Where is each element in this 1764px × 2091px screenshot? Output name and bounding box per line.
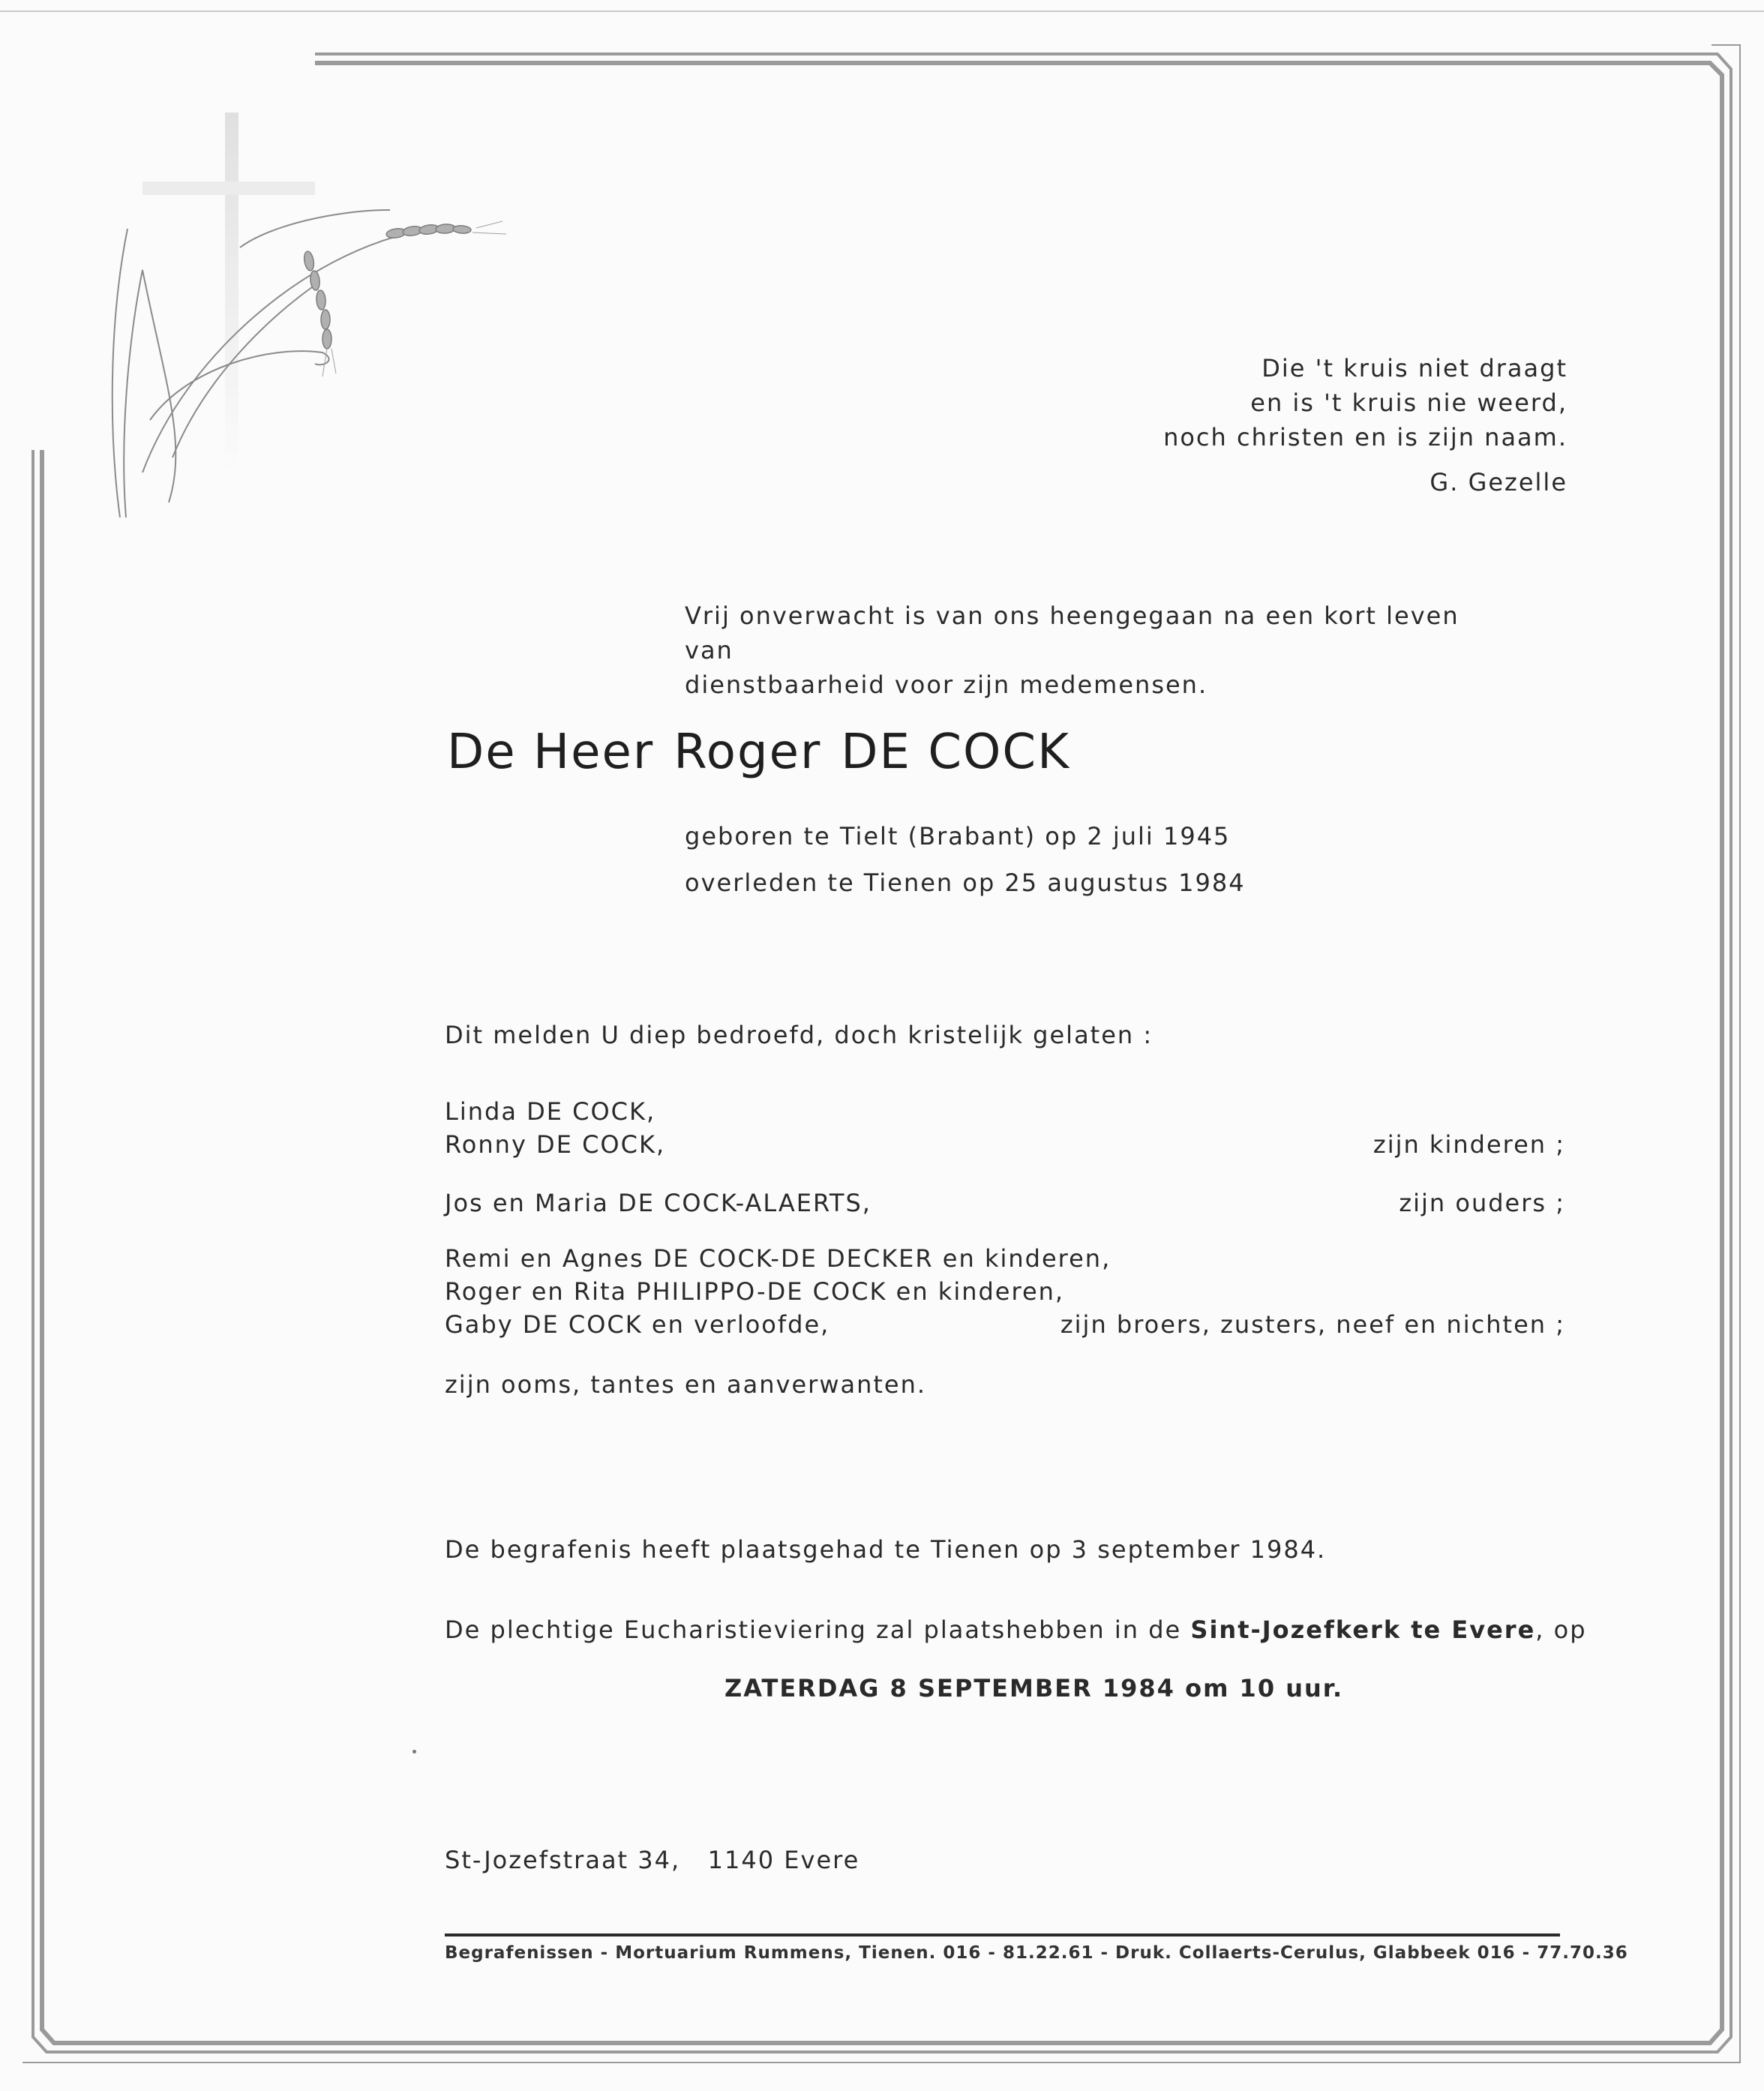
life-dates [685,813,1246,906]
mourner-name: Ronny DE COCK, [445,1130,666,1159]
deceased-title: De Heer [447,724,655,780]
mourner-name: zijn ooms, tantes en aanverwanten. [445,1370,927,1399]
mourner-relation: zijn kinderen ; [1372,1130,1565,1159]
intro-line: Vrij onverwacht is van ons heengegaan na een kort leven van [685,602,1460,664]
mourner-relation: zijn broers, zusters, neef en nichten ; [1060,1310,1565,1339]
cross-with-wheat-icon [98,98,548,532]
mass-notice [445,1612,1587,1647]
mourner-name: Gaby DE COCK en verloofde, [445,1310,830,1339]
speck [412,1750,416,1754]
deceased-first-name: Roger [674,724,822,780]
quote-author: G. Gezelle [1430,468,1568,496]
intro-line: dienstbaarheid voor zijn medemensen. [685,670,1208,699]
quote-line: en is 't kruis nie weerd, [1250,388,1568,417]
mourners-list [445,1095,1565,1401]
printer-footer: Begrafenissen - Mortuarium Rummens, Tienen. 016 - 81.22.61 - Druk. Collaerts-Cerulus, Glabbeek 016 - 77.70.36 [445,1943,1628,1963]
birth-line: geboren te Tielt (Brabant) op 2 juli 1945 [685,822,1231,850]
announcement: Dit melden U diep bedroefd, doch kristelijk gelaten : [445,1021,1154,1049]
funeral-notice: De begrafenis heeft plaatsgehad te Tienen op 3 september 1984. [445,1535,1327,1564]
death-line: overleden te Tienen op 25 augustus 1984 [685,868,1246,897]
mourner-name: Remi en Agnes DE COCK-DE DECKER en kinderen, [445,1244,1112,1273]
quote-line: noch christen en is zijn naam. [1163,423,1568,452]
mass-suffix: , op [1535,1616,1587,1644]
mourner-relation: zijn ouders ; [1399,1189,1565,1217]
intro-paragraph [685,598,1510,702]
mass-prefix: De plechtige Eucharistieviering zal plaatshebben in de [445,1616,1182,1644]
address-text: St-Jozefstraat 34, 1140 Evere [445,1846,860,1874]
quote-line: Die 't kruis niet draagt [1262,354,1568,382]
footer-rule [445,1934,1560,1936]
mass-date: ZATERDAG 8 SEPTEMBER 1984 om 10 uur. [724,1674,1344,1702]
mourner-name: Linda DE COCK, [445,1097,656,1126]
mourner-name: Roger en Rita PHILIPPO-DE COCK en kinderen, [445,1277,1065,1306]
deceased-surname: DE COCK [841,724,1071,780]
mourner-group [445,1242,1565,1341]
mourner-group [445,1368,1565,1401]
church-name: Sint-Jozefkerk te Evere [1190,1616,1536,1644]
quote-block [1163,351,1568,500]
mourner-name: Jos en Maria DE COCK-ALAERTS, [445,1189,872,1217]
mourner-group [445,1186,1565,1220]
deceased-name [447,722,1090,782]
mourner-group [445,1095,1565,1161]
address [445,1843,860,1877]
